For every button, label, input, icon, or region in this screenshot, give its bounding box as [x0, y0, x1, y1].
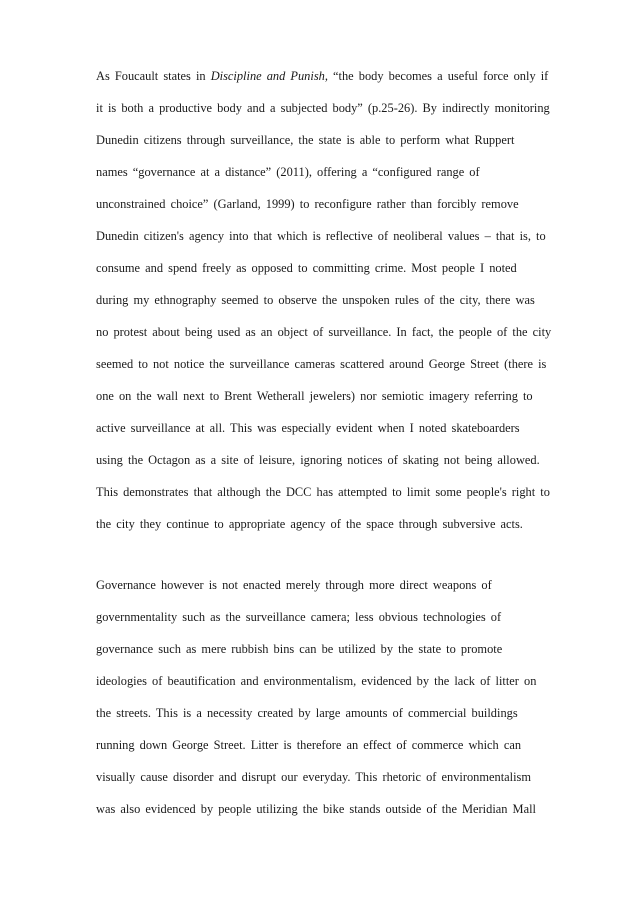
line-text: As Foucault states in	[96, 69, 211, 83]
paragraph-line: was also evidenced by people utilizing the bike stands outside of the Meridian Mall	[96, 802, 536, 816]
paragraph-line: during my ethnography seemed to observe the unspoken rules of the city, there was	[96, 293, 535, 307]
paragraph-line: governmentality such as the surveillance camera; less obvious technologies of	[96, 610, 502, 624]
paragraph-line: Dunedin citizen's agency into that which is reflective of neoliberal values – that is, to	[96, 229, 546, 243]
book-title: Discipline and Punish,	[210, 69, 328, 83]
paragraph-line: This demonstrates that although the DCC has attempted to limit some people's right to	[96, 485, 550, 499]
paragraph-line: it is both a productive body and a subjected body” (p.25-26). By indirectly monitoring	[96, 101, 550, 115]
paragraph-line: unconstrained choice” (Garland, 1999) to reconfigure rather than forcibly remove	[96, 197, 519, 211]
paragraph-line: Dunedin citizens through surveillance, the state is able to perform what Ruppert	[96, 133, 515, 147]
paragraph-line: visually cause disorder and disrupt our everyday. This rhetoric of environmentalism	[96, 770, 531, 784]
paragraph-line: consume and spend freely as opposed to committing crime. Most people I noted	[96, 261, 517, 275]
paragraph-line: ideologies of beautification and environmentalism, evidenced by the lack of litter on	[96, 674, 537, 688]
paragraph-line: governance such as mere rubbish bins can be utilized by the state to promote	[96, 642, 503, 656]
paragraph-line: seemed to not notice the surveillance cameras scattered around George Street (there is	[96, 357, 547, 371]
paragraph-line: one on the wall next to Brent Wetherall jewelers) nor semiotic imagery referring to	[96, 389, 533, 403]
paragraph-line: the streets. This is a necessity created by large amounts of commercial buildings	[96, 706, 518, 720]
paragraph-line	[96, 68, 548, 84]
paragraph-line: running down George Street. Litter is therefore an effect of commerce which can	[96, 738, 522, 752]
paragraph-line: Governance however is not enacted merely through more direct weapons of	[96, 578, 492, 592]
line-text: “the body becomes a useful force only if	[327, 69, 549, 83]
paragraph-line: names “governance at a distance” (2011), offering a “configured range of	[96, 165, 480, 179]
paragraph-line: the city they continue to appropriate agency of the space through subversive acts.	[96, 517, 523, 531]
paragraph-line: using the Octagon as a site of leisure, ignoring notices of skating not being allowed.	[96, 453, 540, 467]
paragraph-line: no protest about being used as an object of surveillance. In fact, the people of the city	[96, 325, 552, 339]
paragraph-line: active surveillance at all. This was especially evident when I noted skateboarders	[96, 421, 520, 435]
